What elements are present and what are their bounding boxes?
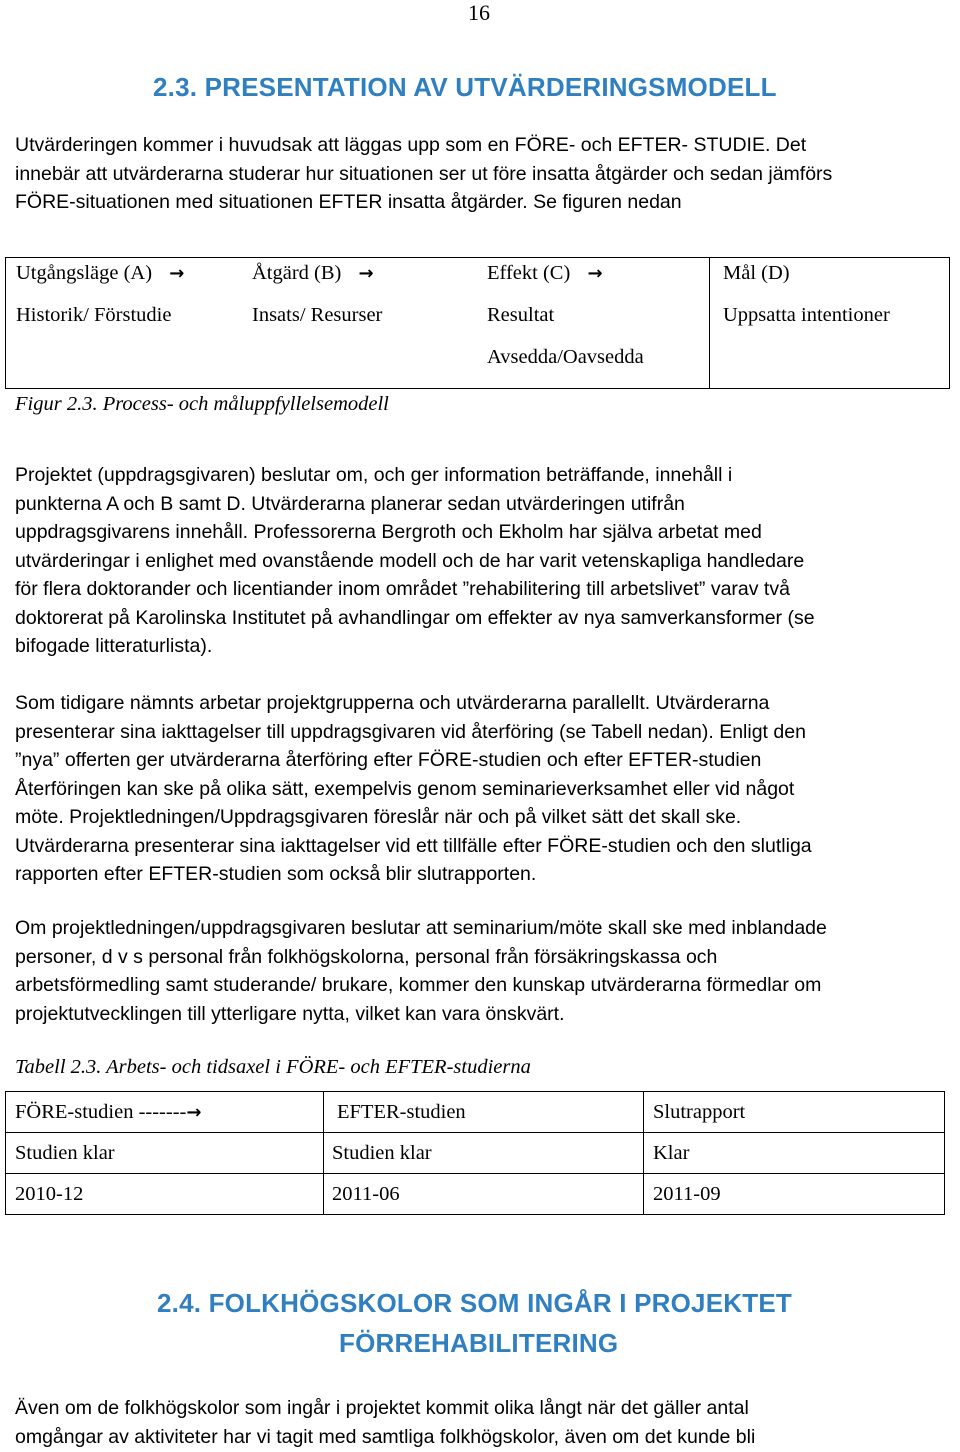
figure-col-b-line1: Insats/ Resurser — [252, 304, 383, 326]
paragraph-line: Som tidigare nämnts arbetar projektgrupperna och utvärderarna parallellt. Utvärderarna — [15, 692, 770, 714]
table-header-row — [6, 1092, 945, 1133]
intro-line: FÖRE-situationen med situationen EFTER insatta åtgärder. Se figuren nedan — [15, 191, 682, 213]
arrow-right-icon: → — [587, 263, 603, 284]
section-2-4-paragraph — [15, 1394, 945, 1451]
table-caption: Tabell 2.3. Arbets- och tidsaxel i FÖRE- och EFTER-studierna — [15, 1056, 531, 1078]
section-heading-2-3: 2.3. PRESENTATION AV UTVÄRDERINGSMODELL — [153, 72, 777, 102]
paragraph-line: ”nya” offerten ger utvärderarna återföring efter FÖRE-studien och efter EFTER-studien — [15, 749, 762, 771]
table-header-cell: EFTER-studien — [324, 1092, 644, 1133]
figure-caption: Figur 2.3. Process- och måluppfyllelsemodell — [15, 393, 389, 415]
table-row — [6, 1133, 945, 1174]
figure-col-d-line1: Uppsatta intentioner — [723, 304, 890, 326]
paragraph-line: doktorerat på Karolinska Institutet på avhandlingar om effekter av nya samverkansformer (se — [15, 606, 815, 629]
paragraph-line: omgångar av aktiviteter har vi tagit med samtliga folkhögskolor, även om det kunde bli — [15, 1425, 756, 1448]
paragraph-line: projektutvecklingen till ytterligare nytta, vilket kan vara önskvärt. — [15, 1002, 565, 1025]
paragraph-line: Utvärderarna presenterar sina iakttagelser vid ett tillfälle efter FÖRE-studien och den slutliga — [15, 834, 812, 857]
table-cell: Studien klar — [324, 1133, 644, 1174]
figure-col-c-title: Effekt (C) → — [487, 262, 603, 284]
paragraph-line: rapporten efter EFTER-studien som också blir slutrapporten. — [15, 863, 537, 885]
figure-col-c-line1: Resultat — [487, 304, 555, 326]
figure-col-a-title: Utgångsläge (A) → — [16, 262, 185, 284]
paragraph-2 — [15, 689, 945, 889]
paragraph-line: Om projektledningen/uppdragsgivaren beslutar att seminarium/möte skall ske med inblandade — [15, 917, 827, 939]
arrow-right-icon: → — [358, 263, 374, 284]
figure-divider — [709, 258, 710, 388]
paragraph-line: möte. Projektledningen/Uppdragsgivaren föreslår när och på vilket sätt det skall ske. — [15, 806, 742, 828]
arrow-right-icon: → — [186, 1101, 202, 1123]
table-cell: Klar — [644, 1133, 945, 1174]
paragraph-1 — [15, 461, 945, 661]
figure-col-b-title: Åtgärd (B) → — [252, 262, 374, 284]
figure-col-a-line1: Historik/ Förstudie — [16, 304, 172, 326]
paragraph-3 — [15, 914, 945, 1028]
paragraph-line: presenterar sina iakttagelser till uppdragsgivaren vid återföring (se Tabell nedan). Enligt den — [15, 720, 806, 743]
table-header-cell: FÖRE-studien -------→ — [6, 1092, 324, 1133]
paragraph-line: punkterna A och B samt D. Utvärderarna planerar sedan utvärderingen utifrån — [15, 492, 685, 515]
figure-col-d-title: Mål (D) — [723, 262, 790, 284]
arrow-right-icon: → — [169, 263, 185, 284]
table-cell: Studien klar — [6, 1133, 324, 1174]
table-cell: 2011-09 — [644, 1174, 945, 1215]
paragraph-line: personer, d v s personal från folkhögskolorna, personal från försäkringskassa och — [15, 945, 718, 968]
paragraph-line: Projektet (uppdragsgivaren) beslutar om, och ger information beträffande, innehåll i — [15, 464, 733, 486]
intro-line: Utvärderingen kommer i huvudsak att läggas upp som en FÖRE- och EFTER- STUDIE. Det — [15, 134, 807, 156]
intro-paragraph — [15, 131, 945, 217]
page-number: 16 — [468, 0, 490, 25]
process-model-figure — [5, 257, 950, 389]
paragraph-line: Även om de folkhögskolor som ingår i projektet kommit olika långt när det gäller antal — [15, 1397, 749, 1419]
section-heading-2-4-line1: 2.4. FOLKHÖGSKOLOR SOM INGÅR I PROJEKTET — [157, 1288, 792, 1318]
intro-line: innebär att utvärderarna studerar hur situationen ser ut före insatta åtgärder och sedan jämförs — [15, 162, 833, 185]
table-cell: 2011-06 — [324, 1174, 644, 1215]
table-header-cell: Slutrapport — [644, 1092, 945, 1133]
paragraph-line: utvärderingar i enlighet med ovanstående modell och de har varit vetenskapliga handledare — [15, 549, 805, 572]
paragraph-line: för flera doktorander och licentiander inom området ”rehabilitering till arbetslivet” varav två — [15, 578, 790, 600]
table-cell: 2010-12 — [6, 1174, 324, 1215]
section-heading-2-4-line2: FÖRREHABILITERING — [339, 1328, 619, 1358]
paragraph-line: arbetsförmedling samt studerande/ brukare, kommer den kunskap utvärderarna förmedlar om — [15, 974, 822, 996]
table-row — [6, 1174, 945, 1215]
timeline-table — [5, 1091, 945, 1215]
paragraph-line: Återföringen kan ske på olika sätt, exempelvis genom seminarieverksamhet eller vid något — [15, 777, 795, 800]
paragraph-line: uppdragsgivarens innehåll. Professorerna Bergroth och Ekholm har själva arbetat med — [15, 521, 762, 543]
paragraph-line: bifogade litteraturlista). — [15, 635, 213, 657]
figure-col-c-line2: Avsedda/Oavsedda — [487, 346, 644, 368]
